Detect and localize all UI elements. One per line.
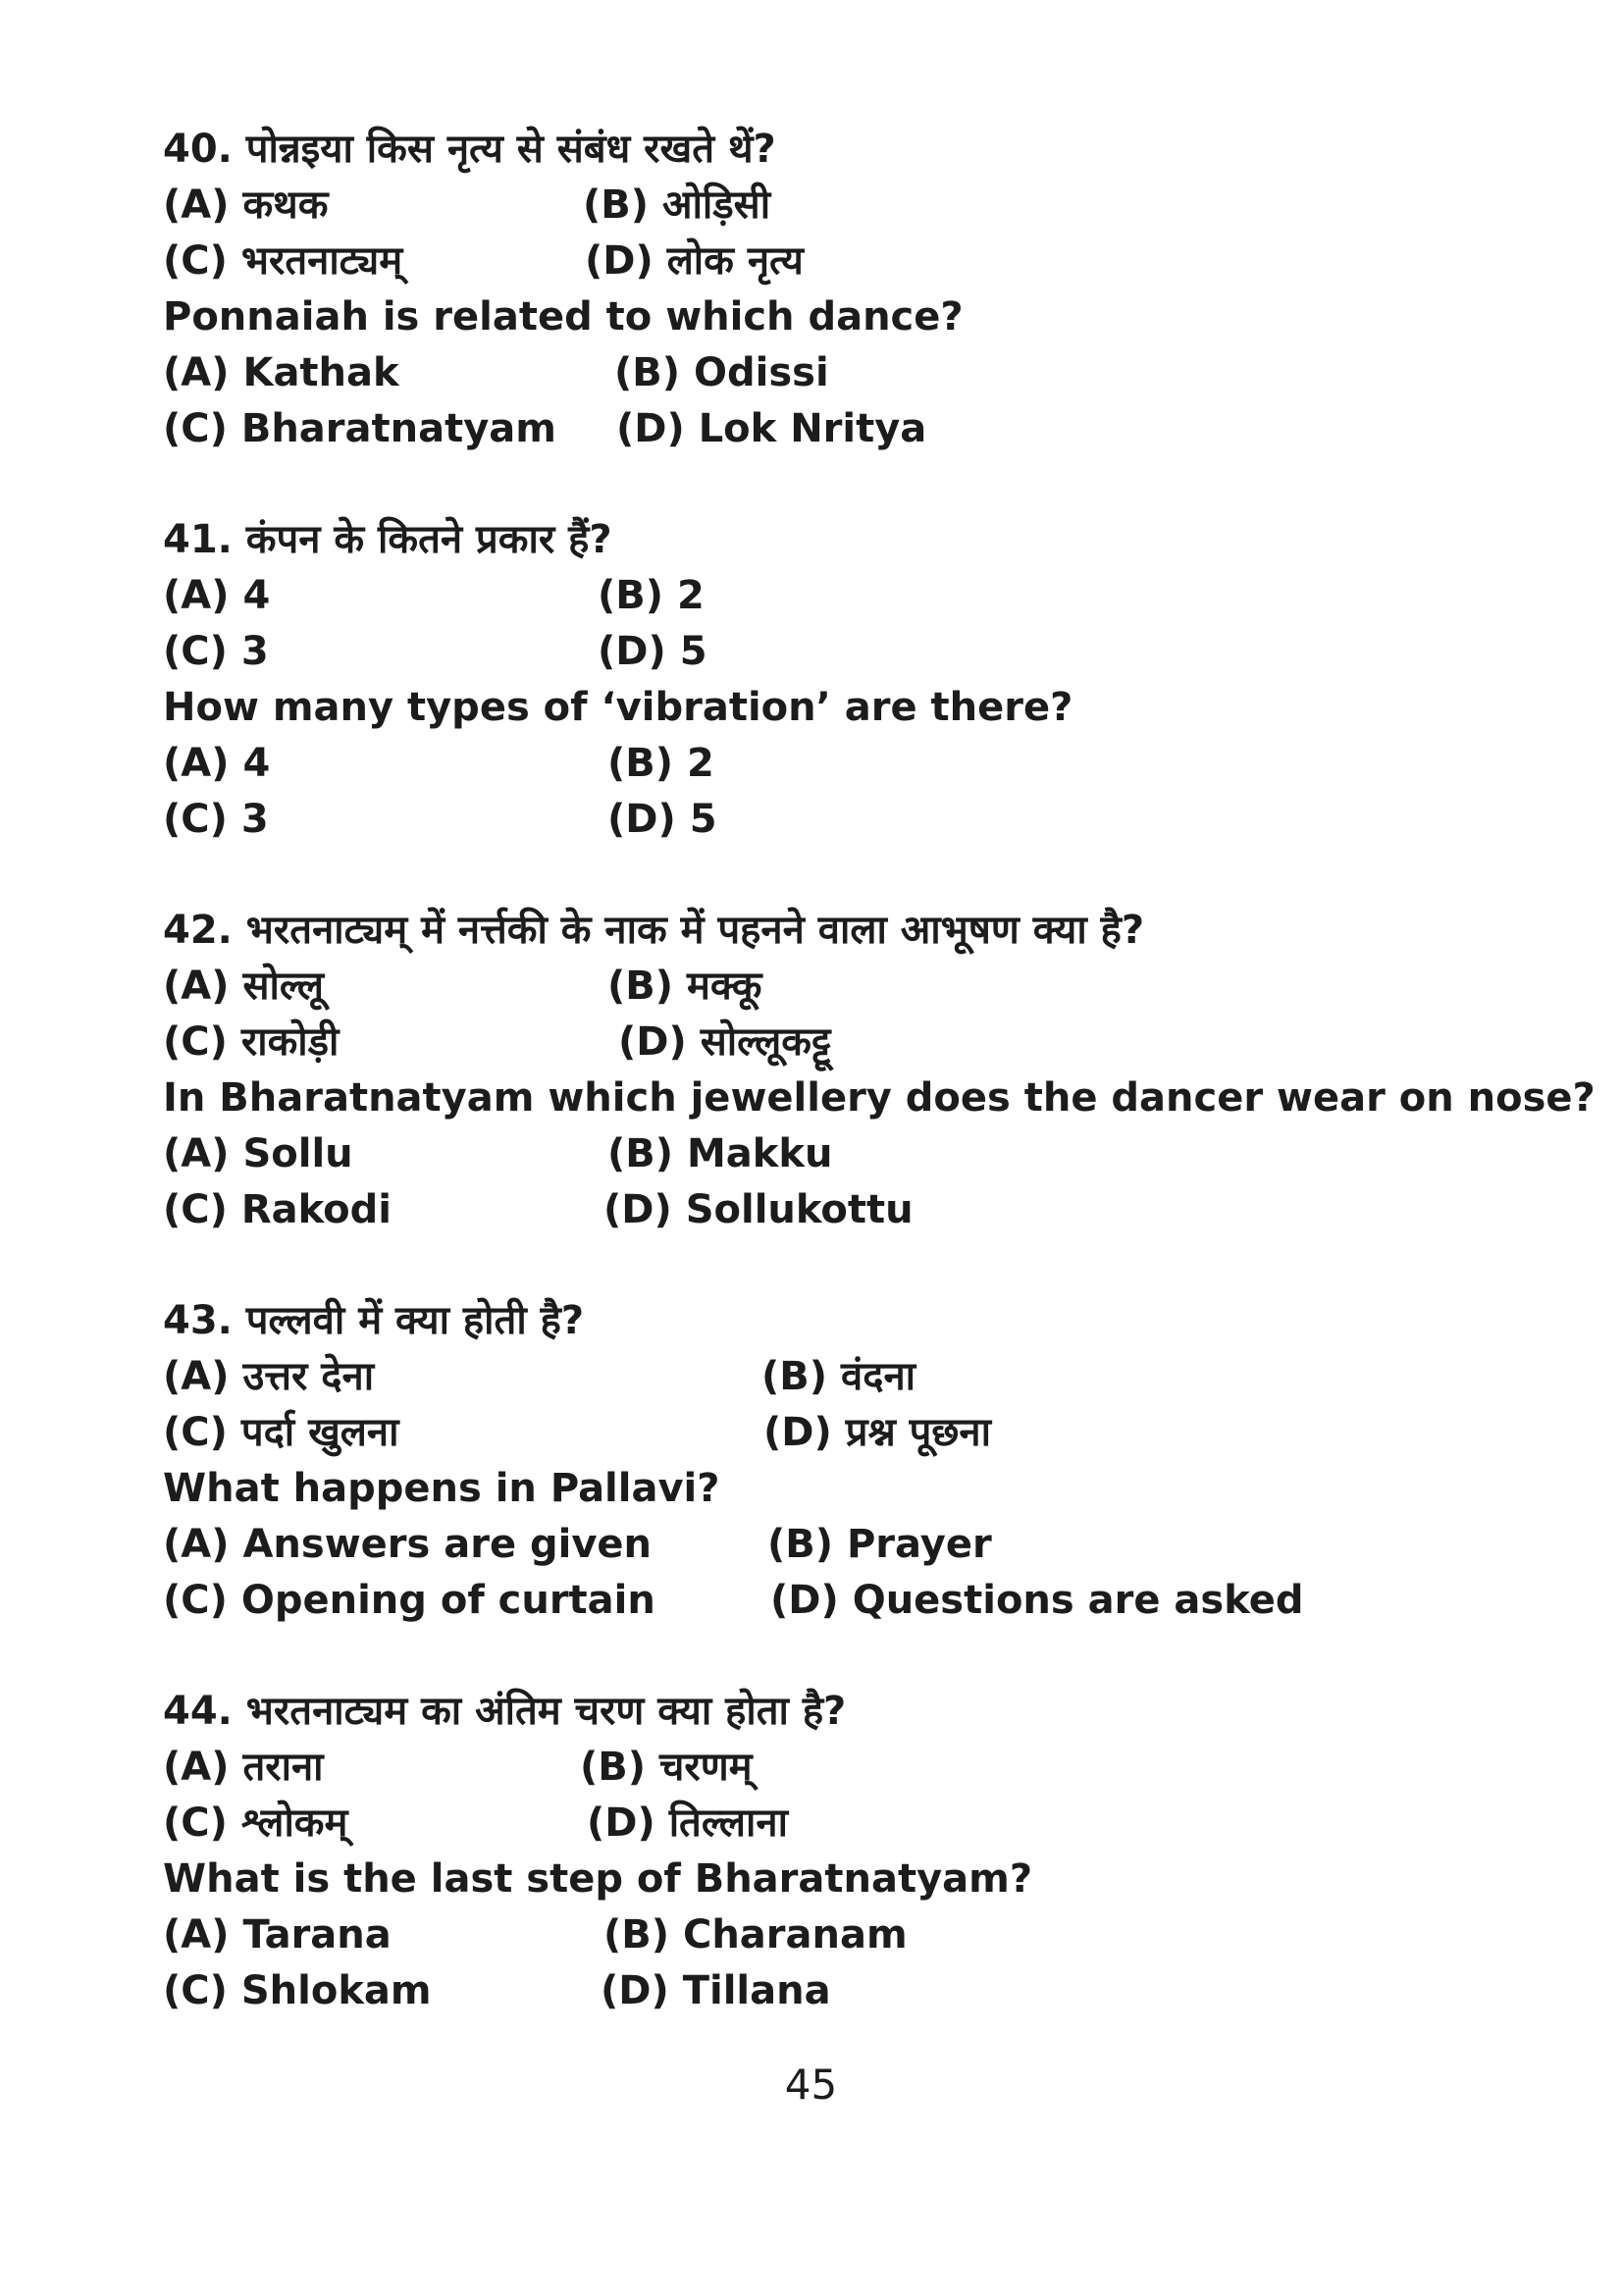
option-hindi-c: (C) 3	[163, 629, 269, 674]
option-hindi-d: (D) सोल्लूकट्टू	[618, 1019, 831, 1065]
option-english-a: (A) 4	[163, 741, 271, 786]
option-hindi-a: (A) कथक	[163, 183, 329, 228]
question-english: What happens in Pallavi?	[163, 1466, 720, 1511]
option-english-c: (C) 3	[163, 797, 269, 842]
page-number: 45	[784, 2061, 838, 2109]
option-english-a: (A) Answers are given	[163, 1522, 653, 1567]
option-english-d: (D) Lok Nritya	[616, 406, 927, 451]
option-english-a: (A) Kathak	[163, 350, 399, 395]
option-english-c: (C) Bharatnatyam	[163, 406, 556, 451]
option-english-b: (B) Charanam	[603, 1912, 908, 1957]
option-hindi-d: (D) 5	[598, 629, 707, 674]
option-hindi-c: (C) पर्दा खुलना	[163, 1410, 399, 1455]
option-english-b: (B) Makku	[607, 1131, 833, 1176]
option-english-a: (A) Sollu	[163, 1131, 353, 1176]
question-hindi: 40. पोन्नइया किस नृत्य से संबंध रखते थें?	[163, 127, 776, 172]
option-english-d: (D) Sollukottu	[603, 1187, 914, 1232]
option-english-d: (D) Tillana	[601, 1968, 831, 2013]
option-hindi-b: (B) ओड़िसी	[583, 183, 771, 228]
question-english: How many types of ‘vibration’ are there?	[163, 685, 1073, 730]
option-hindi-b: (B) चरणम्	[580, 1745, 753, 1790]
question-hindi: 44. भरतनाट्यम का अंतिम चरण क्या होता है?	[163, 1689, 847, 1734]
option-hindi-b: (B) मक्कू	[607, 964, 762, 1009]
question-english: In Bharatnatyam which jewellery does the dancer wear on nose?	[163, 1075, 1596, 1121]
option-english-c: (C) Opening of curtain	[163, 1578, 655, 1623]
option-hindi-a: (A) सोल्लू	[163, 964, 325, 1009]
question-english: What is the last step of Bharatnatyam?	[163, 1856, 1033, 1902]
option-english-b: (B) 2	[607, 741, 714, 786]
question-hindi: 41. कंपन के कितने प्रकार हैं?	[163, 517, 612, 562]
option-hindi-a: (A) तराना	[163, 1745, 324, 1790]
question-hindi: 43. पल्लवी में क्या होती है?	[163, 1298, 585, 1343]
question-english: Ponnaiah is related to which dance?	[163, 294, 964, 339]
option-hindi-a: (A) 4	[163, 573, 271, 618]
option-hindi-b: (B) वंदना	[761, 1354, 916, 1399]
option-english-b: (B) Odissi	[614, 350, 829, 395]
question-hindi: 42. भरतनाट्यम् में नर्त्तकी के नाक में पहनने वाला आभूषण क्या है?	[163, 908, 1145, 953]
option-hindi-c: (C) भरतनाट्यम्	[163, 238, 403, 284]
option-english-c: (C) Shlokam	[163, 1968, 432, 2013]
option-english-d: (D) 5	[607, 797, 717, 842]
option-hindi-d: (D) लोक नृत्य	[585, 238, 804, 284]
option-english-b: (B) Prayer	[767, 1522, 992, 1567]
option-english-d: (D) Questions are asked	[770, 1578, 1304, 1623]
option-hindi-a: (A) उत्तर देना	[163, 1354, 375, 1399]
option-hindi-d: (D) तिल्लाना	[587, 1800, 788, 1846]
option-hindi-c: (C) राकोड़ी	[163, 1019, 340, 1065]
option-english-c: (C) Rakodi	[163, 1187, 392, 1232]
option-hindi-b: (B) 2	[598, 573, 705, 618]
option-english-a: (A) Tarana	[163, 1912, 392, 1957]
option-hindi-d: (D) प्रश्न पूछना	[763, 1410, 991, 1455]
option-hindi-c: (C) श्लोकम्	[163, 1800, 348, 1846]
